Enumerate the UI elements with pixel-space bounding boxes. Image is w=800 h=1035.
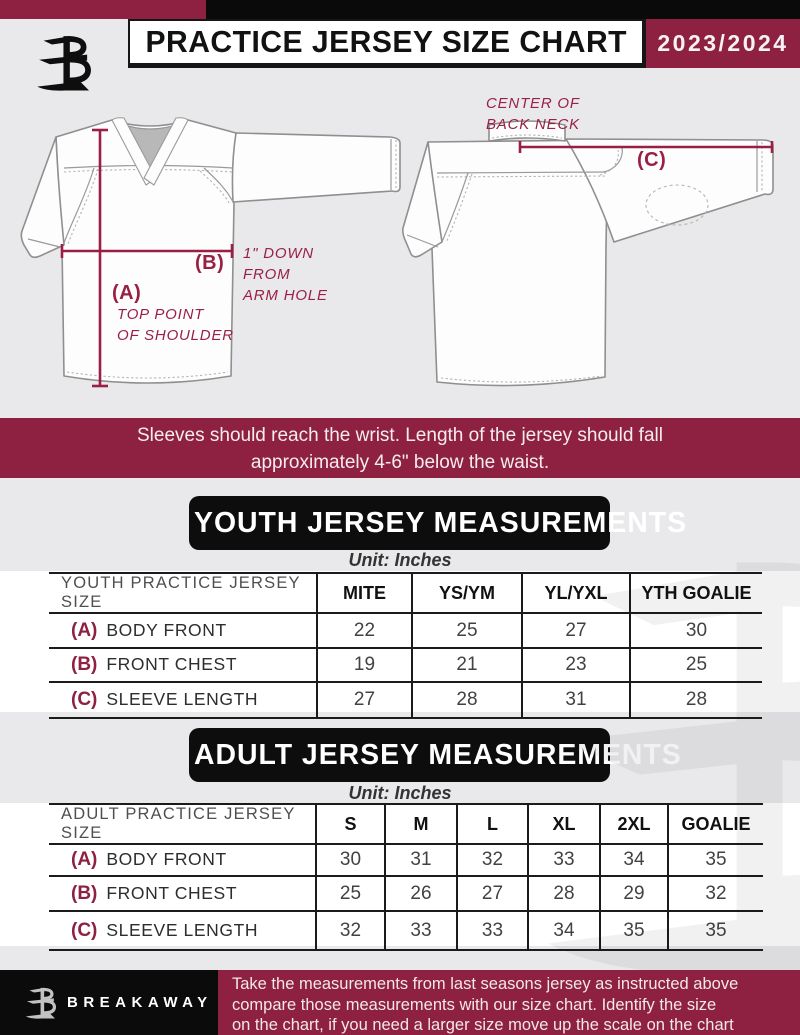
youth-section-title: YOUTH JERSEY MEASUREMENTS: [189, 496, 610, 550]
footer-instructions: Take the measurements from last seasons jersey as instructed above compare those measurements with our size chart. Identify the size on the chart, if you need a larger size move up the scale on the chart: [218, 970, 800, 1035]
adult-section-title: ADULT JERSEY MEASUREMENTS: [189, 728, 610, 782]
label-a: (A): [112, 282, 142, 304]
front-left-sleeve: [21, 137, 64, 257]
top-point-shoulder-note: TOP POINT OF SHOULDER: [117, 306, 234, 344]
label-b: (B): [195, 252, 225, 274]
arm-hole-note: 1" DOWN FROM ARM HOLE: [243, 245, 328, 304]
adult-unit-label: Unit: Inches: [348, 783, 452, 803]
breakaway-logo: [34, 26, 98, 100]
jersey-diagrams: [0, 95, 800, 418]
diagram-area: [0, 19, 800, 418]
label-c: (C): [637, 149, 667, 171]
jersey-back-diagram: [403, 121, 773, 386]
front-right-sleeve: [232, 133, 400, 202]
table-row: (B) FRONT CHEST 19 21 23 25: [49, 648, 762, 682]
top-strip-maroon: [0, 0, 206, 19]
youth-size-table: [49, 572, 762, 719]
footer-brand-block: [0, 970, 218, 1035]
brand-name: BREAKAWAY: [67, 994, 213, 1011]
table-row: (A) BODY FRONT 30 31 32 33 34 35: [49, 844, 763, 876]
table-row: (A) BODY FRONT 22 25 27 30: [49, 613, 762, 648]
season-badge: 2023/2024: [646, 19, 800, 68]
top-strip-black: [206, 0, 800, 19]
breakaway-footer-logo: [24, 982, 60, 1024]
table-row: (C) SLEEVE LENGTH 27 28 31 28: [49, 682, 762, 718]
table-header-row: ADULT PRACTICE JERSEY SIZE S M L XL 2XL GOALIE: [49, 804, 763, 844]
table-header-row: YOUTH PRACTICE JERSEY SIZE MITE YS/YM YL/YXL YTH GOALIE: [49, 573, 762, 613]
youth-unit-label: Unit: Inches: [348, 550, 452, 570]
fit-note-banner: Sleeves should reach the wrist. Length of the jersey should fall approximately 4-6" below the waist.: [0, 418, 800, 478]
footer: [0, 970, 800, 1035]
table-row: (C) SLEEVE LENGTH 32 33 33 34 35 35: [49, 911, 763, 950]
table-row: (B) FRONT CHEST 25 26 27 28 29 32: [49, 876, 763, 911]
center-back-neck-note: CENTER OF BACK NECK: [486, 95, 580, 133]
adult-size-table: [49, 803, 763, 951]
page-title: PRACTICE JERSEY SIZE CHART: [145, 24, 627, 59]
page-title-box: [128, 19, 646, 68]
